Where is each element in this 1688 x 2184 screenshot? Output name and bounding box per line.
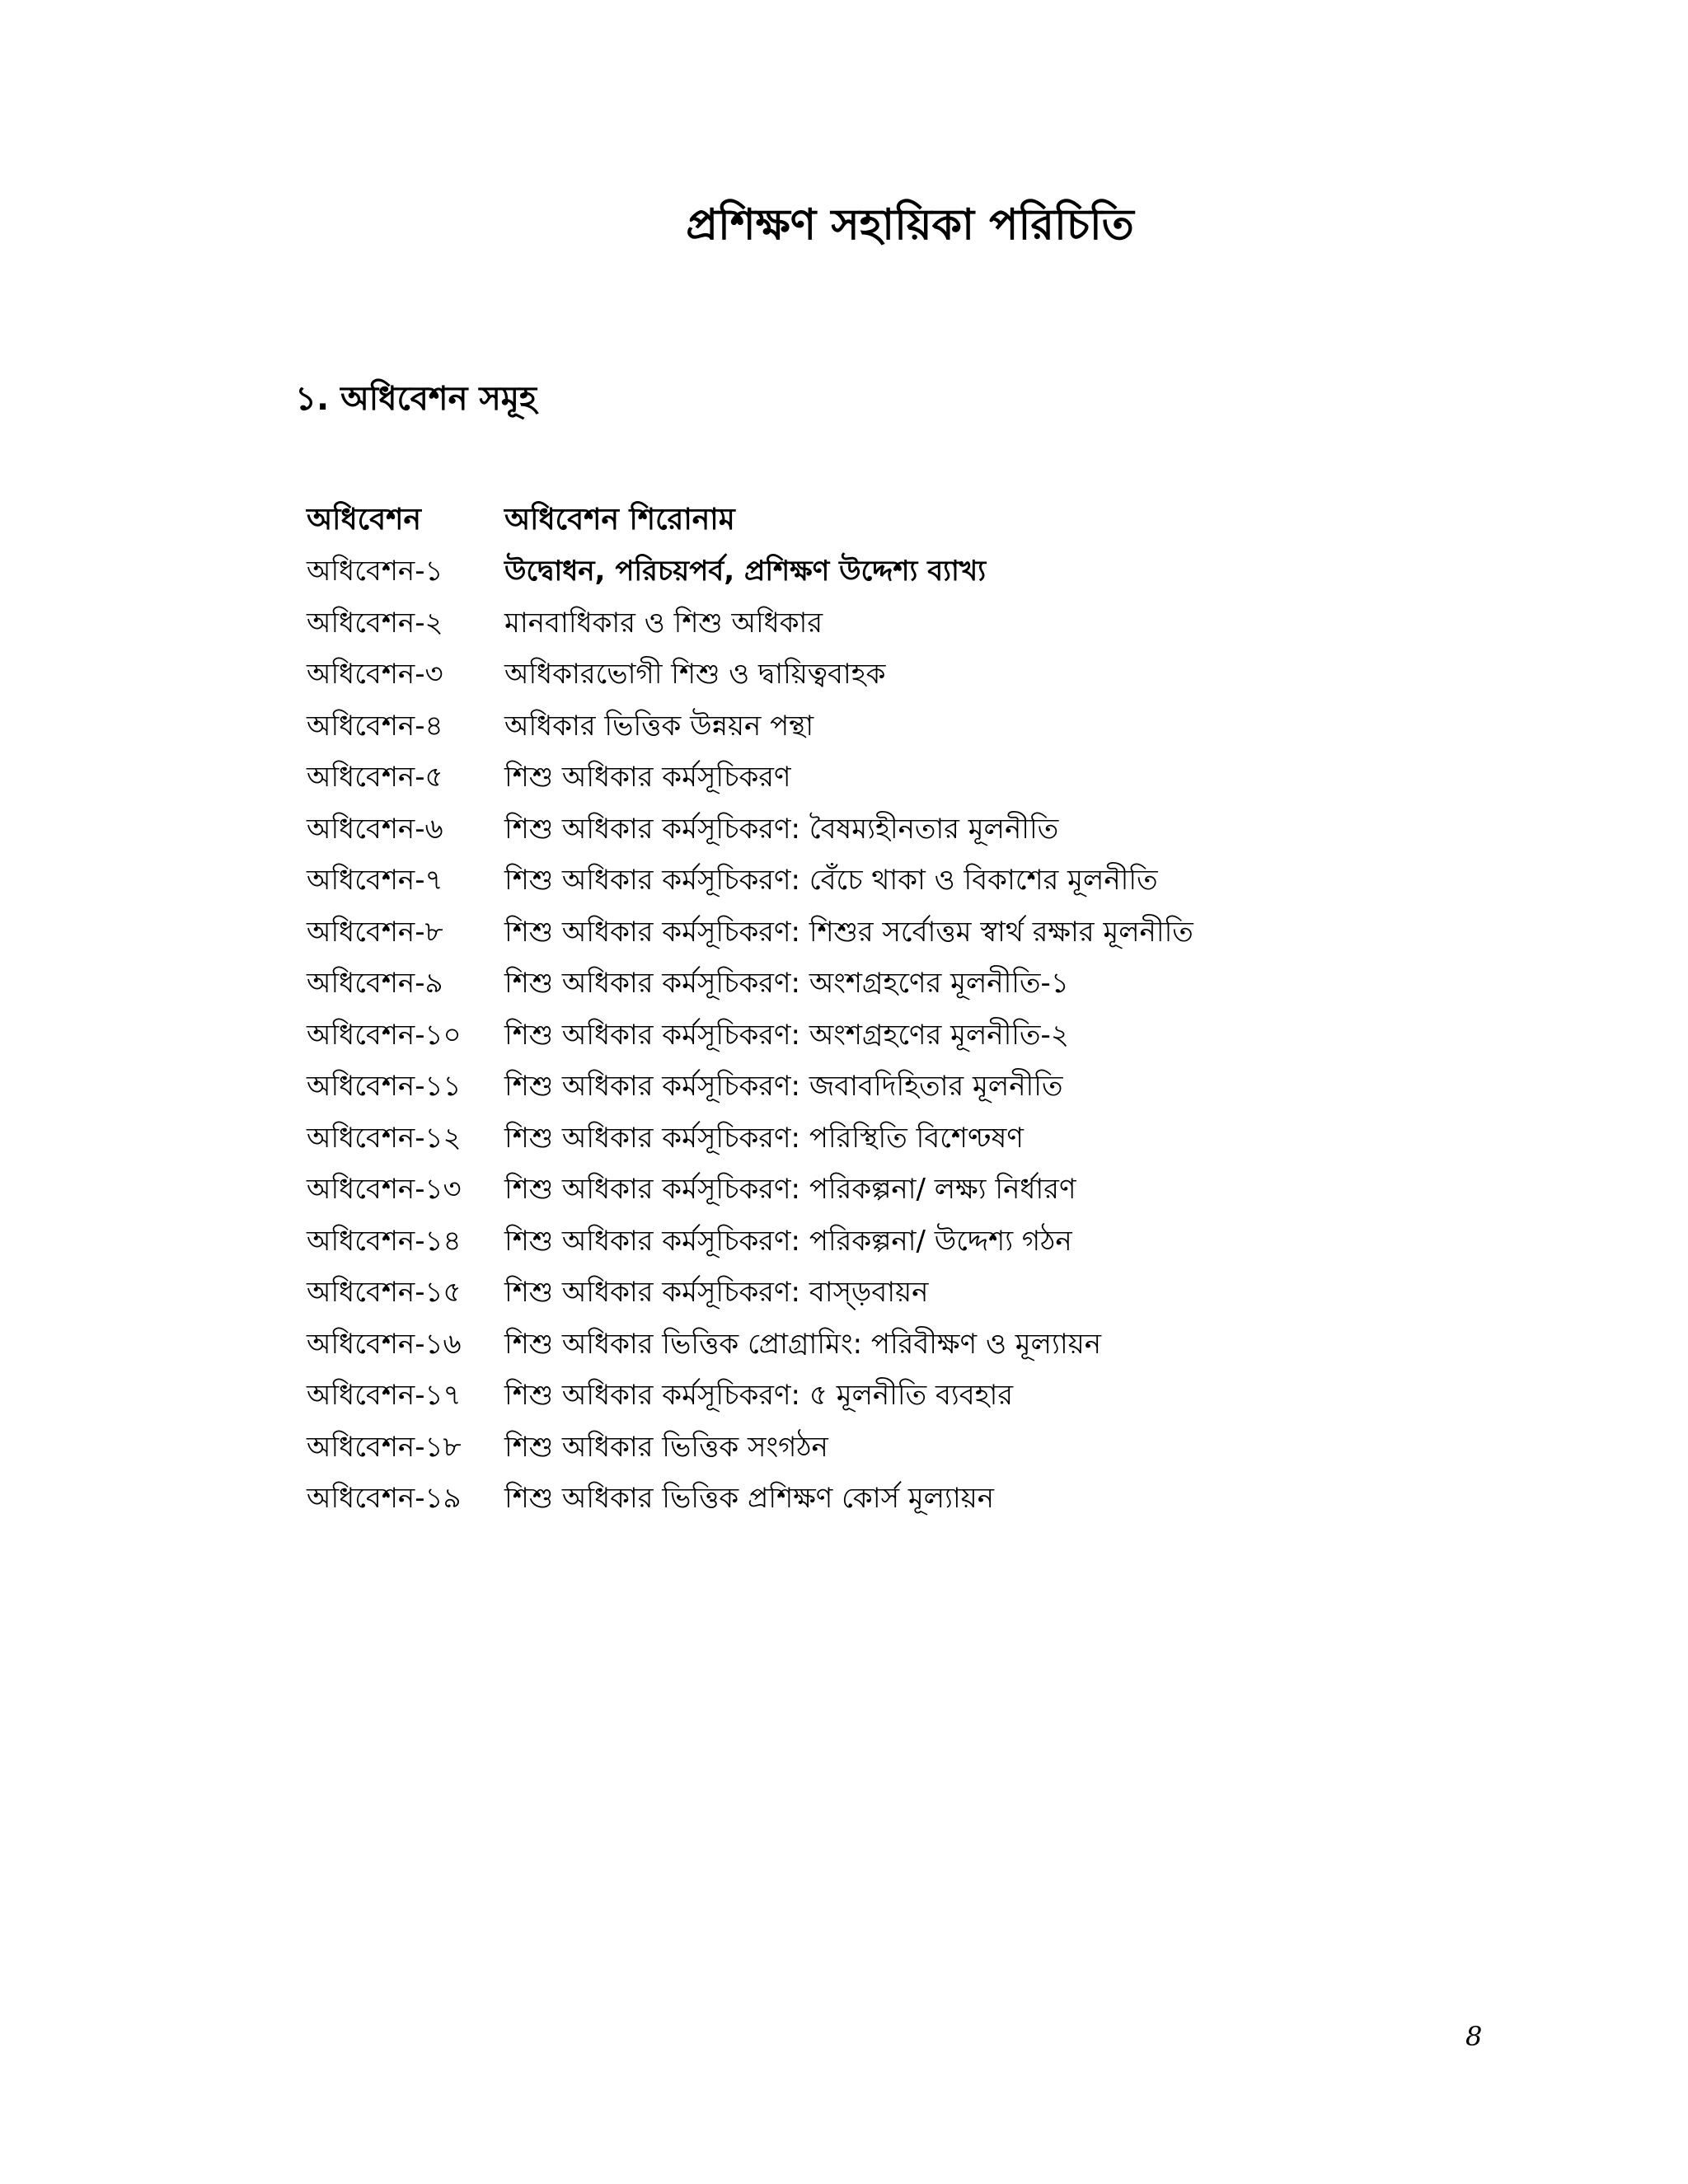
session-number: অধিবেশন-১৫ (307, 1276, 462, 1310)
session-number: অধিবেশন-৪ (307, 709, 443, 743)
session-number: অধিবেশন-৬ (307, 812, 443, 846)
session-number: অধিবেশন-৫ (307, 761, 443, 794)
table-row (307, 548, 1193, 600)
session-title: শিশু অধিকার কর্মসূচিকরণ: পরিকল্পনা/ লক্ষ্য নির্ধারণ (504, 1173, 1076, 1207)
table-row (307, 1423, 1193, 1475)
table-row (307, 1011, 1193, 1063)
table-row (307, 805, 1193, 857)
session-title: শিশু অধিকার কর্মসূচিকরণ: পরিকল্পনা/ উদ্দেশ্য গঠন (504, 1224, 1072, 1258)
session-number: অধিবেশন-১৯ (307, 1482, 462, 1516)
table-row (307, 754, 1193, 806)
session-title: শিশু অধিকার কর্মসূচিকরণ: বাস্ড়বায়ন (504, 1276, 929, 1310)
session-number: অধিবেশন-১০ (307, 1018, 462, 1052)
session-title: অধিকার ভিত্তিক উন্নয়ন পন্থা (504, 709, 814, 743)
table-row (307, 1320, 1193, 1372)
session-title: শিশু অধিকার ভিত্তিক প্রশিক্ষণ কোর্স মূল্যায়ন (504, 1482, 995, 1516)
session-number: অধিবেশন-১৮ (307, 1430, 462, 1464)
table-row (307, 857, 1193, 909)
session-number: অধিবেশন-৮ (307, 915, 443, 949)
session-number: অধিবেশন-৩ (307, 658, 443, 691)
page-title: প্রশিক্ষণ সহায়িকা পরিচিতি (686, 200, 1134, 250)
session-number: অধিবেশন-১৪ (307, 1224, 462, 1258)
session-title: শিশু অধিকার কর্মসূচিকরণ: বেঁচে থাকা ও বিকাশের মূলনীতি (504, 864, 1158, 898)
table-row (307, 702, 1193, 754)
session-number: অধিবেশন-১২ (307, 1121, 462, 1155)
session-title: অধিকারভোগী শিশু ও দ্বায়িত্ববাহক (504, 658, 886, 691)
session-title: উদ্বোধন, পরিচয়পর্ব, প্রশিক্ষণ উদ্দেশ্য ব্যাখ্য (504, 555, 987, 588)
session-number: অধিবেশন-১১ (307, 1070, 462, 1104)
session-title: শিশু অধিকার কর্মসূচিকরণ: শিশুর সর্বোত্তম স্বার্থ রক্ষার মূলনীতি (504, 915, 1193, 949)
column-header-title: অধিবেশন শিরোনাম (504, 503, 735, 537)
session-number: অধিবেশন-৯ (307, 967, 443, 1001)
table-row (307, 1269, 1193, 1321)
table-row (307, 1372, 1193, 1424)
session-number: অধিবেশন-২ (307, 606, 443, 640)
table-row (307, 651, 1193, 703)
session-title: শিশু অধিকার কর্মসূচিকরণ (504, 761, 791, 794)
table-row (307, 1475, 1193, 1527)
table-row (307, 1217, 1193, 1269)
session-title: শিশু অধিকার কর্মসূচিকরণ: পরিস্থিতি বিশেণ্ঢষণ (504, 1121, 1024, 1155)
session-title: শিশু অধিকার কর্মসূচিকরণ: অংশগ্রহণের মূলনীতি-১ (504, 967, 1069, 1001)
session-number: অধিবেশন-১৩ (307, 1173, 462, 1207)
session-table (307, 496, 1193, 1526)
session-title: মানবাধিকার ও শিশু অধিকার (504, 606, 823, 640)
session-title: শিশু অধিকার ভিত্তিক সংগঠন (504, 1430, 828, 1464)
table-row (307, 908, 1193, 960)
table-row (307, 1063, 1193, 1115)
section-heading: ১. অধিবেশন সমূহ (295, 380, 537, 418)
page-number: 8 (1465, 2021, 1483, 2052)
table-header-row (307, 496, 1193, 548)
session-number: অধিবেশন-১৬ (307, 1327, 462, 1361)
table-row (307, 1166, 1193, 1218)
table-row (307, 960, 1193, 1012)
table-row (307, 1114, 1193, 1166)
session-title: শিশু অধিকার কর্মসূচিকরণ: অংশগ্রহণের মূলনীতি-২ (504, 1018, 1069, 1052)
session-title: শিশু অধিকার ভিত্তিক প্রোগ্রামিং: পরিবীক্ষণ ও মূল্যায়ন (504, 1327, 1102, 1361)
session-title: শিশু অধিকার কর্মসূচিকরণ: ৫ মূলনীতি ব্যবহার (504, 1379, 1014, 1413)
column-header-session: অধিবেশন (307, 503, 421, 537)
table-row (307, 599, 1193, 651)
session-number: অধিবেশন-১৭ (307, 1379, 462, 1413)
session-number: অধিবেশন-৭ (307, 864, 443, 898)
session-title: শিশু অধিকার কর্মসূচিকরণ: বৈষম্যহীনতার মূলনীতি (504, 812, 1059, 846)
session-number: অধিবেশন-১ (307, 555, 443, 588)
session-title: শিশু অধিকার কর্মসূচিকরণ: জবাবদিহিতার মূলনীতি (504, 1070, 1063, 1104)
